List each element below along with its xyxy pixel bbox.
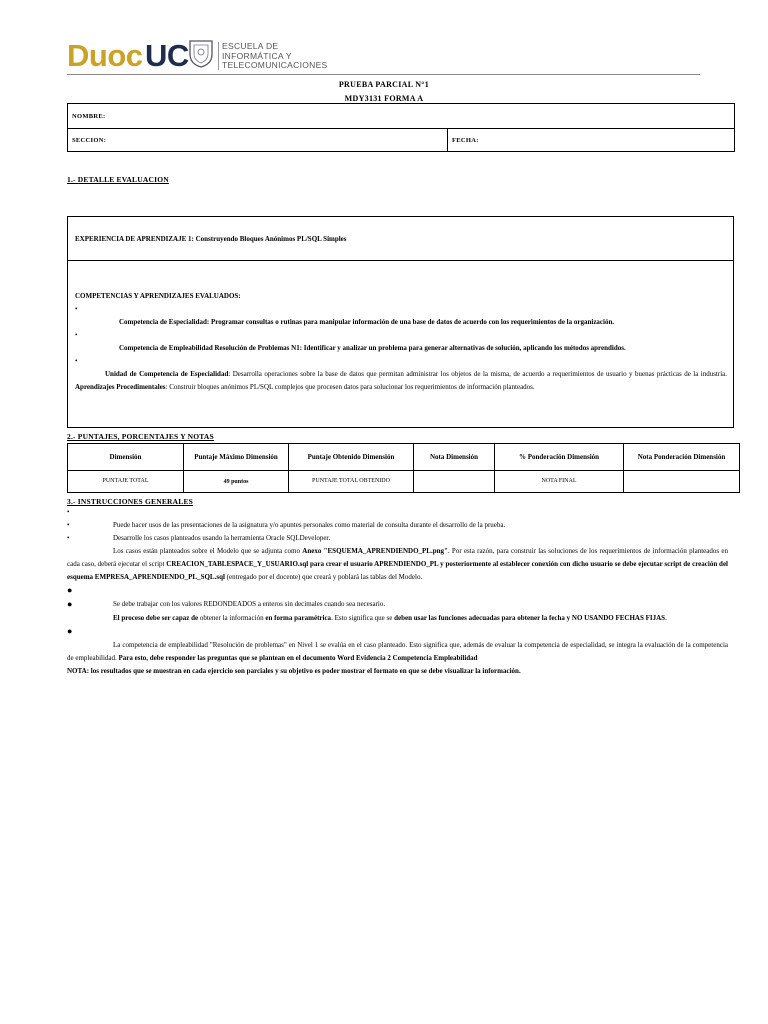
fecha-field[interactable]: FECHA: bbox=[448, 129, 735, 152]
i3d: CREACION_TABLESPACE_Y_USUARIO.sql para crear el usuario APRENDIENDO_PL y posteriormente al establecer conexión con dicho usuario se debe ejecutar script de creación del esquema EMPRESA_APRENDIENDO_PL_SQL.sql bbox=[67, 560, 728, 581]
bullet-icon: • bbox=[75, 305, 78, 313]
competencias-block bbox=[75, 290, 727, 394]
nota-final-label: NOTA FINAL bbox=[541, 478, 577, 484]
student-info-table bbox=[67, 103, 735, 152]
th-puntaje-obtenido: Puntaje Obtenido Dimensión bbox=[289, 444, 414, 471]
bullet-icon: • bbox=[67, 521, 70, 529]
logo-duoc: Duoc bbox=[67, 38, 143, 73]
i3e: (entregado por el docente) que creará y poblará las tablas del Modelo. bbox=[224, 573, 423, 581]
section3-title: 3.- INSTRUCCIONES GENERALES bbox=[67, 497, 194, 506]
th-puntaje-maximo: Puntaje Máximo Dimensión bbox=[184, 444, 289, 471]
th-ponderacion: % Ponderación Dimensión bbox=[495, 444, 624, 471]
cell-puntaje-total: PUNTAJE TOTAL bbox=[68, 471, 184, 493]
th-nota-ponderacion: Nota Ponderación Dimensión bbox=[624, 444, 740, 471]
box-divider bbox=[67, 260, 734, 261]
cell-nota-final-value[interactable] bbox=[624, 471, 740, 493]
school-name bbox=[222, 42, 328, 71]
i3b: Anexo "ESQUEMA_APRENDIENDO_PL.png" bbox=[302, 547, 448, 555]
cell-nota-dimension-empty[interactable] bbox=[414, 471, 495, 493]
exam-subtitle: MDY3131 FORMA A bbox=[344, 94, 424, 103]
bullet-icon: • bbox=[75, 357, 78, 365]
experiencia-label: EXPERIENCIA DE APRENDIZAJE 1 bbox=[75, 235, 192, 243]
bullet-icon: • bbox=[67, 508, 70, 516]
i5b: obtener la información bbox=[198, 614, 266, 622]
instruction-6 bbox=[67, 625, 728, 665]
i4-text: Se debe trabajar con los valores REDONDEADOS a enteros sin decimales cuando sea necesario. bbox=[113, 600, 386, 608]
cell-nota-final bbox=[495, 471, 624, 493]
i6b: Para esto, debe responder las preguntas que se plantean en el documento Word Evidencia 2 Competencia Empleabilidad bbox=[118, 654, 478, 662]
th-dimension: Dimensión bbox=[68, 444, 184, 471]
nota bbox=[67, 665, 728, 678]
section2-title: 2.- PUNTAJES, PORCENTAJES Y NOTAS bbox=[67, 432, 214, 441]
competencias-title-text: COMPETENCIAS Y APRENDIZAJES EVALUADOS bbox=[75, 292, 239, 300]
competencia-especialidad bbox=[75, 303, 727, 329]
logo-separator bbox=[218, 42, 219, 70]
i5a: El proceso debe ser capaz de bbox=[113, 614, 199, 622]
nota-text: : los resultados que se muestran en cada ejercicio son parciales y su objetivo es poder mostrar el formato en que se debe visualizar la información. bbox=[86, 667, 521, 675]
competencias-title: COMPETENCIAS Y APRENDIZAJES EVALUADOS: bbox=[75, 292, 241, 300]
b1-label: Competencia de Especialidad bbox=[119, 318, 207, 326]
b3-label: Unidad de Competencia de Especialidad bbox=[105, 370, 229, 378]
instructions-block bbox=[67, 506, 728, 678]
bullet-icon: • bbox=[75, 331, 78, 339]
competencia-empleabilidad bbox=[75, 329, 727, 355]
th-nota-dimension: Nota Dimensión bbox=[414, 444, 495, 471]
i2-text: Desarrolle los casos planteados usando la herramienta Oracle SQLDeveloper. bbox=[113, 534, 331, 542]
exam-title: PRUEBA PARCIAL N°1 bbox=[338, 80, 430, 89]
cell-puntaje-total-obtenido: PUNTAJE TOTAL OBTENIDO bbox=[289, 471, 414, 493]
school-line: TELECOMUNICACIONES bbox=[222, 60, 328, 70]
logo-uc: UC bbox=[145, 38, 189, 73]
b3-text2: : Construir bloques anónimos PL/SQL complejos que procesen datos para solucionar los requerimientos de información planteados. bbox=[165, 383, 535, 391]
school-line: INFORMÁTICA Y bbox=[222, 50, 292, 61]
i5f: . bbox=[665, 614, 667, 622]
experiencia-text: : Construyendo Bloques Anónimos PL/SQL Simples bbox=[191, 235, 347, 243]
bullet-icon: ● bbox=[67, 599, 73, 609]
seal-icon bbox=[188, 38, 214, 68]
score-table bbox=[67, 443, 740, 493]
b2-text: Competencia de Empleabilidad Resolución de Problemas N1: Identificar y analizar un problema para generar alternativas de solución, aplicando los métodos aprendidos. bbox=[119, 344, 626, 352]
i5e: deben usar las funciones adecuadas para obtener la fecha y NO USANDO FECHAS FIJAS bbox=[394, 614, 666, 622]
header-rule bbox=[67, 74, 700, 75]
b3-text: : Desarrolla operaciones sobre la base de datos que permitan administrar los objetos de la misma, de acuerdo a requerimientos de usuario y buenas prácticas de la industria. bbox=[228, 370, 727, 378]
cell-49-puntos: 49 puntos bbox=[184, 471, 289, 493]
i1-text: Puede hacer usos de las presentaciones de la asignatura y/o apuntes personales como material de consulta durante el desarrollo de la prueba. bbox=[113, 521, 506, 529]
i3a: Los casos están planteados sobre el Modelo que se adjunta como bbox=[113, 547, 303, 555]
section1-title: 1.- DETALLE EVALUACION bbox=[67, 175, 169, 184]
b3-label2: Aprendizajes Procedimentales bbox=[75, 383, 166, 391]
i5c: en forma paramétrica bbox=[265, 614, 332, 622]
bullet-icon: ● bbox=[67, 585, 73, 595]
nombre-field[interactable]: NOMBRE: bbox=[68, 104, 735, 129]
seccion-field[interactable]: SECCION: bbox=[68, 129, 448, 152]
i5d: . Esto significa que se bbox=[331, 614, 395, 622]
i6a: La competencia de empleabilidad "Resolución de problemas" en Nivel 1 se evalúa en el caso planteado. Esto significa que, además de evaluar la competencia de especialidad, se integra la evaluación de la competencia de empleabilidad. bbox=[67, 641, 728, 662]
b1-text: : Programar consultas o rutinas para manipular información de una base de datos de acuerdo con los requerimientos de la organización. bbox=[206, 318, 615, 326]
bullet-icon: • bbox=[67, 534, 70, 542]
i3c: . Por esta razón, para construir las soluciones de los requerimientos de información planteados en cada caso, deberá ejecutar el script bbox=[67, 547, 728, 568]
school-line: ESCUELA DE bbox=[222, 41, 279, 51]
experiencia bbox=[75, 235, 347, 243]
bullet-icon: ● bbox=[67, 626, 73, 636]
nota-label: NOTA bbox=[67, 667, 87, 675]
unidad-competencia bbox=[75, 355, 727, 394]
